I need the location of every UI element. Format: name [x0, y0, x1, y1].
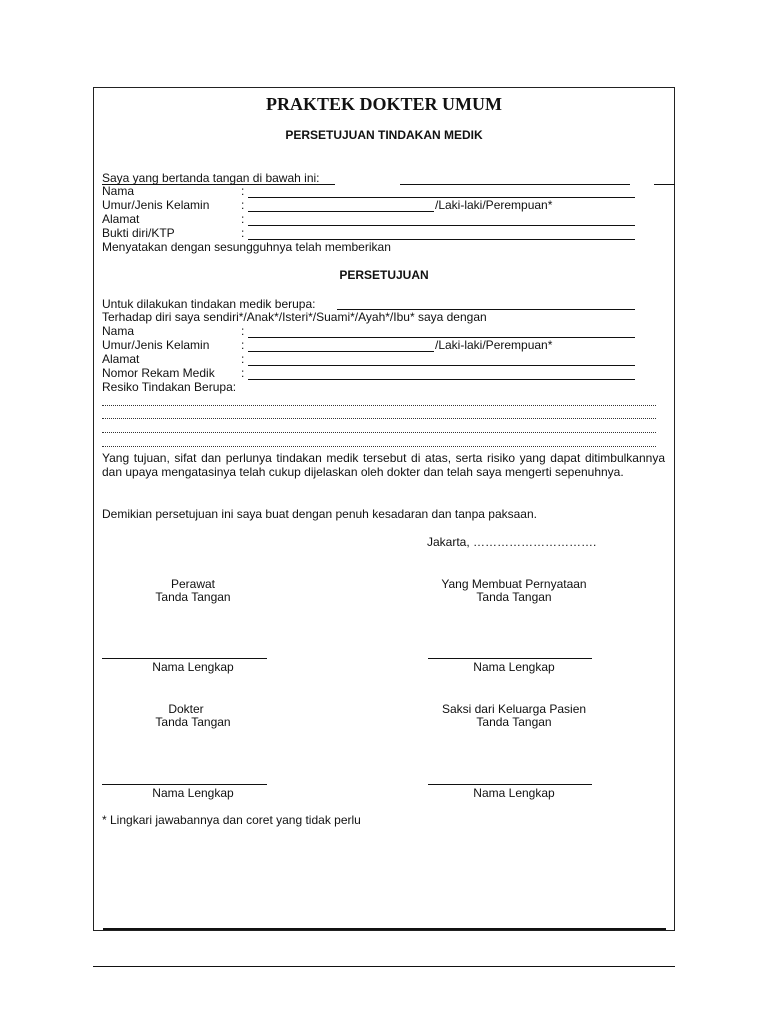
explanation-paragraph: Yang tujuan, sifat dan perlunya tindakan medik tersebut di atas, serta risiko yang dapat ditimbulkannya dan upaya mengatasinya telah cukup dijelaskan oleh dokter dan telah saya mengerti sepenuhnya. — [102, 451, 665, 479]
field-label-nama-2: Nama — [102, 324, 135, 338]
declarant-signature-line — [428, 658, 592, 659]
nurse-role: Perawat — [170, 577, 216, 591]
gender-options: /Laki-laki/Perempuan* — [435, 198, 553, 212]
field-label-rekam-medik: Nomor Rekam Medik — [102, 366, 215, 380]
field-label-alamat: Alamat — [102, 212, 140, 226]
colon: : — [241, 366, 245, 380]
place-date: Jakarta, …………………………. — [427, 535, 597, 549]
colon: : — [241, 212, 245, 226]
action-label: Untuk dilakukan tindakan medik berupa: — [102, 297, 316, 311]
witness-role: Saksi dari Keluarga Pasien — [441, 702, 587, 716]
umur-line-2 — [248, 351, 434, 352]
rekam-medik-line — [248, 379, 635, 380]
risk-dotted-line — [102, 405, 656, 406]
declarant-role: Yang Membuat Pernyataan — [441, 577, 587, 591]
witness-signature-line — [428, 784, 592, 785]
declarant-name-label: Nama Lengkap — [473, 660, 555, 674]
nurse-sign-label: Tanda Tangan — [155, 590, 231, 604]
alamat-line — [248, 225, 635, 226]
intro-blank-line — [400, 184, 630, 185]
intro-underline — [102, 184, 335, 185]
field-label-ktp: Bukti diri/KTP — [102, 226, 175, 240]
colon: : — [241, 184, 245, 198]
field-label-umur: Umur/Jenis Kelamin — [102, 198, 210, 212]
risk-dotted-line — [102, 432, 656, 433]
gender-options-2: /Laki-laki/Perempuan* — [435, 338, 553, 352]
declarant-sign-label: Tanda Tangan — [476, 590, 552, 604]
risk-dotted-line — [102, 446, 656, 447]
field-label-alamat-2: Alamat — [102, 352, 140, 366]
intro-text: Saya yang bertanda tangan di bawah ini: — [102, 171, 320, 185]
alamat-line-2 — [248, 365, 635, 366]
page-footer-rule — [93, 966, 675, 967]
consent-heading: PERSETUJUAN — [339, 268, 429, 282]
colon: : — [241, 226, 245, 240]
doctor-sign-label: Tanda Tangan — [155, 715, 231, 729]
risk-dotted-line — [102, 418, 656, 419]
field-label-umur-2: Umur/Jenis Kelamin — [102, 338, 210, 352]
frame-bottom-rule — [103, 928, 666, 930]
colon: : — [241, 198, 245, 212]
footnote: * Lingkari jawabannya dan coret yang tidak perlu — [102, 813, 361, 827]
risk-label: Resiko Tindakan Berupa: — [102, 380, 237, 394]
nurse-name-label: Nama Lengkap — [152, 660, 234, 674]
doctor-signature-line — [102, 784, 267, 785]
colon: : — [241, 338, 245, 352]
document-subtitle: PERSETUJUAN TINDAKAN MEDIK — [285, 128, 483, 142]
doctor-name-label: Nama Lengkap — [152, 786, 234, 800]
umur-line — [248, 211, 434, 212]
document-title: PRAKTEK DOKTER UMUM — [266, 94, 502, 114]
field-label-nama: Nama — [102, 184, 135, 198]
witness-sign-label: Tanda Tangan — [476, 715, 552, 729]
nurse-signature-line — [102, 658, 267, 659]
colon: : — [241, 324, 245, 338]
intro-blank-line-end — [654, 184, 675, 185]
doctor-role: Dokter — [168, 702, 204, 716]
witness-name-label: Nama Lengkap — [473, 786, 555, 800]
statement-text: Menyatakan dengan sesungguhnya telah memberikan — [102, 240, 391, 254]
colon: : — [241, 352, 245, 366]
declaration-paragraph: Demikian persetujuan ini saya buat dengan penuh kesadaran dan tanpa paksaan. — [102, 507, 537, 521]
against-label: Terhadap diri saya sendiri*/Anak*/Isteri*/Suami*/Ayah*/Ibu* saya dengan — [102, 310, 487, 324]
